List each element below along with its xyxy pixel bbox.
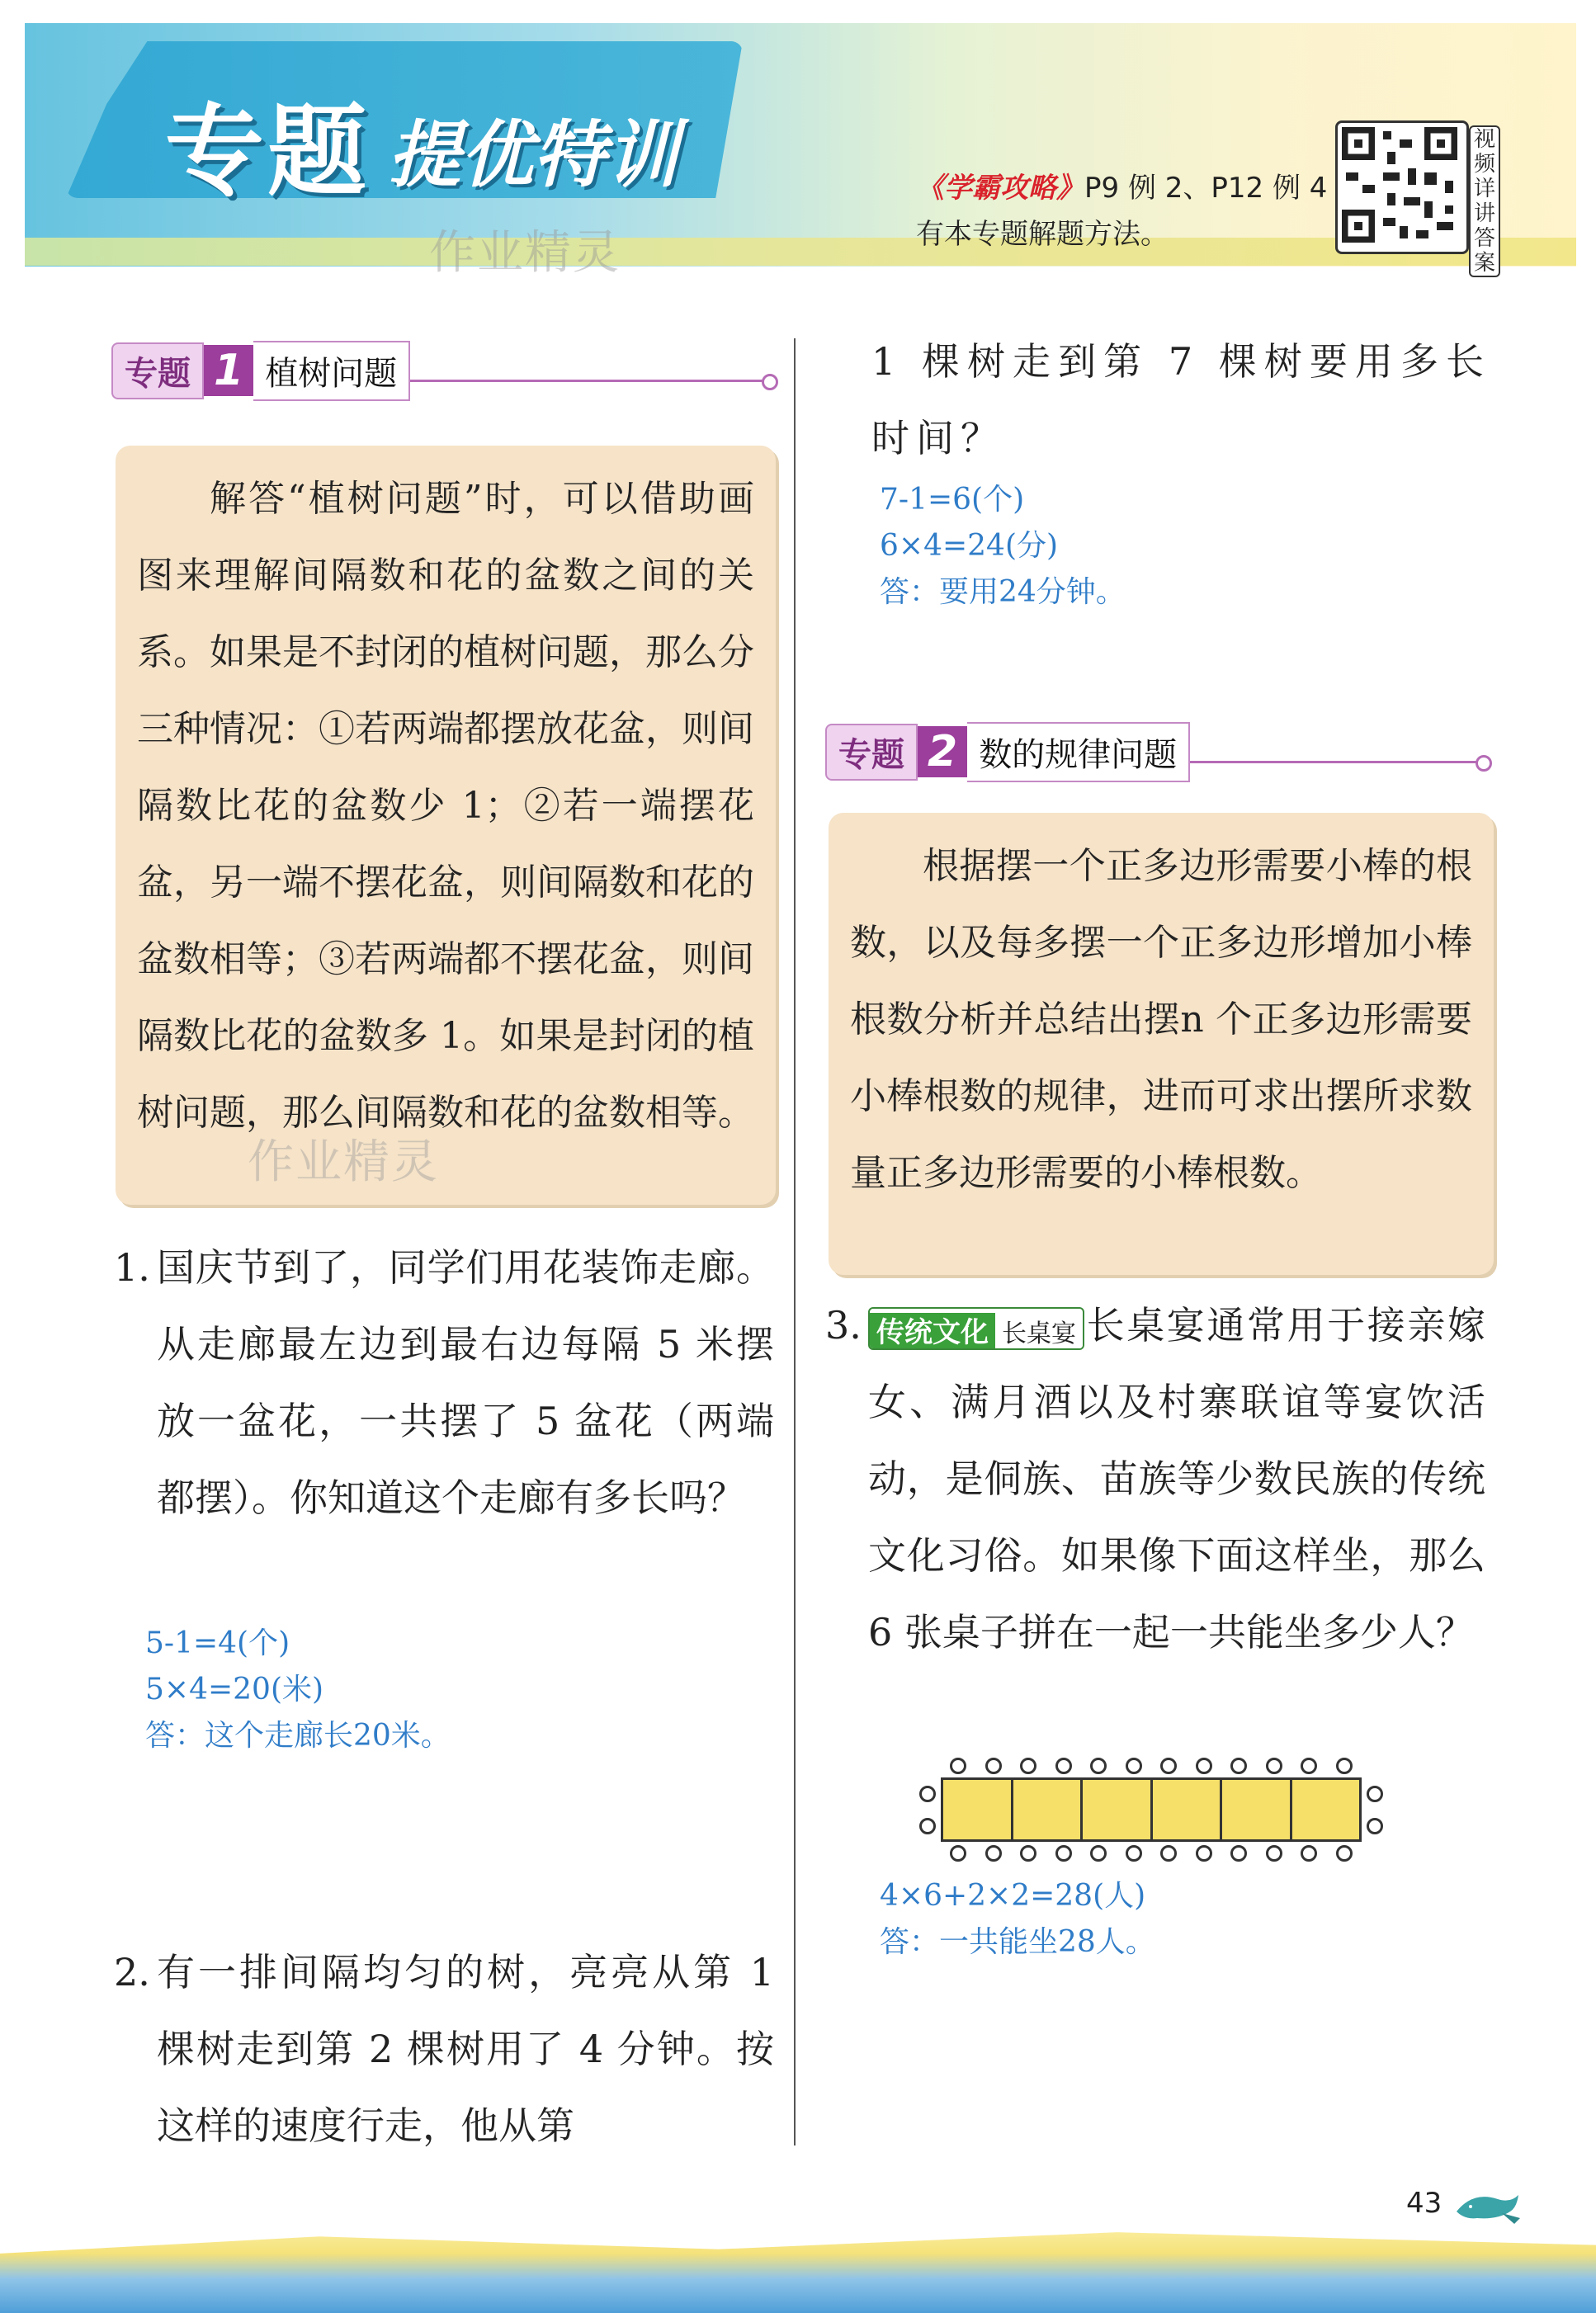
table-segment: [1292, 1780, 1360, 1839]
reference-pages: P9 例 2、P12 例 4: [1084, 172, 1328, 205]
seat-bottom: [1230, 1845, 1247, 1862]
culture-badge-sub: 长桌宴: [995, 1315, 1083, 1350]
seat-top: [1020, 1758, 1036, 1774]
seat-bottom: [1336, 1845, 1353, 1862]
seat-top: [1055, 1758, 1072, 1774]
seat-top: [1301, 1758, 1317, 1774]
problem-2-answer-line: 答：要用24分钟。: [880, 575, 1126, 609]
problem-3-answer-line: 4×6+2×2=28(人): [880, 1879, 1146, 1913]
seat-bottom: [1160, 1845, 1177, 1862]
seat-top: [1160, 1758, 1177, 1774]
footer-wave: [0, 2228, 1596, 2313]
page-subtitle: 提优特训: [388, 112, 679, 197]
section-1-tag: 专题: [111, 342, 204, 399]
section-1-title: 植树问题: [253, 341, 410, 401]
section-2-title: 数的规律问题: [967, 722, 1190, 782]
problem-3-number: 3.: [825, 1303, 862, 1348]
problem-1-answer-line: 答：这个走廊长20米。: [145, 1719, 451, 1753]
seat-top: [1126, 1758, 1142, 1774]
column-divider: [794, 338, 796, 2145]
seat-bottom: [1055, 1845, 1072, 1862]
reference-note: 有本专题解题方法。: [916, 218, 1169, 251]
qr-label: 视频详讲答案: [1469, 125, 1500, 277]
table-segment: [943, 1780, 1013, 1839]
table-segment: [1222, 1780, 1292, 1839]
page-number: 43: [1406, 2187, 1443, 2220]
problem-1-text: 国庆节到了，同学们用花装饰走廊。从走廊最左边到最右边每隔 5 米摆放一盆花，一共摆了 5 盆花（两端都摆）。你知道这个走廊有多长吗？: [157, 1245, 774, 1520]
seat-top: [1230, 1758, 1247, 1774]
problem-2-number: 2.: [114, 1950, 150, 1994]
problem-2-text-continued: 1 棵树走到第 7 棵树要用多长时间？: [871, 339, 1490, 460]
section-2-rule-dot: [1476, 755, 1492, 772]
culture-badge-main: 传统文化: [870, 1313, 995, 1350]
table-segment: [1013, 1780, 1084, 1839]
reference-line: [916, 165, 1327, 205]
section-2-tag: 专题: [825, 724, 918, 781]
problem-3: [825, 1287, 1485, 1671]
problem-2-answer: [880, 477, 1126, 616]
seat-top: [1090, 1758, 1107, 1774]
seat-bottom: [985, 1845, 1002, 1862]
section-2-header: [825, 726, 1485, 777]
table-row-figure: [941, 1777, 1362, 1842]
problem-1-number: 1.: [114, 1245, 150, 1290]
seat-top: [985, 1758, 1002, 1774]
seat-top: [1266, 1758, 1282, 1774]
reference-book: 《学霸攻略》: [916, 172, 1084, 205]
watermark: 作业精灵: [429, 226, 621, 280]
section-1-rule-dot: [762, 374, 778, 390]
problem-2-text: 有一排间隔均匀的树，亮亮从第 1 棵树走到第 2 棵树用了 4 分钟。按这样的速度行走，他从第: [157, 1950, 774, 2148]
dolphin-icon: [1452, 2187, 1527, 2228]
seat-bottom: [1126, 1845, 1142, 1862]
section-2-number: 2: [918, 726, 967, 777]
seat-bottom: [1196, 1845, 1212, 1862]
problem-2: [114, 1934, 774, 2164]
table-segment: [1083, 1780, 1153, 1839]
problem-2-answer-line: 7-1=6(个): [880, 483, 1025, 517]
seat-right: [1367, 1818, 1383, 1834]
problem-3-answer: [880, 1873, 1155, 1966]
page-title: 专题: [165, 95, 370, 210]
problem-1-answer: [145, 1621, 451, 1759]
seat-bottom: [1090, 1845, 1107, 1862]
problem-2-continued: [871, 323, 1490, 477]
section-2-tip-text: 根据摆一个正多边形需要小棒的根数，以及每多摆一个正多边形增加小棒根数分析并总结出摆n 个正多边形需要小棒根数的规律，进而可求出摆所求数量正多边形需要的小棒根数。: [850, 845, 1472, 1194]
seat-bottom: [1020, 1845, 1036, 1862]
seat-bottom: [1301, 1845, 1317, 1862]
seat-bottom: [1266, 1845, 1282, 1862]
seat-left: [919, 1818, 936, 1834]
seat-top: [950, 1758, 966, 1774]
qr-code-icon[interactable]: [1335, 120, 1469, 254]
problem-1-answer-line: 5-1=4(个): [145, 1626, 290, 1660]
problem-1-answer-line: 5×4=20(米): [145, 1673, 324, 1706]
problem-1: [114, 1230, 774, 1536]
problem-2-answer-line: 6×4=24(分): [880, 529, 1059, 563]
culture-badge: [868, 1307, 1084, 1350]
section-2-tip-box: [829, 813, 1494, 1275]
seat-left: [919, 1786, 936, 1802]
section-1-tip-text: 解答“植树问题”时，可以借助画图来理解间隔数和花的盆数之间的关系。如果是不封闭的植树问题，那么分三种情况：①若两端都摆放花盆，则间隔数比花的盆数少 1；②若一端摆花盆，另一端不摆花盆，则间隔数和花的盆数相等；③若两端都不摆花盆，则间隔数比花的盆数多 1。如果是封闭的植树问题，那么间隔数和花的盆数相等。: [137, 478, 754, 1134]
table-segment: [1153, 1780, 1223, 1839]
section-1-number: 1: [204, 345, 253, 396]
section-1-tab: [111, 345, 410, 396]
watermark-overlay: 作业精灵: [248, 1135, 439, 1189]
seat-top: [1196, 1758, 1212, 1774]
seat-bottom: [950, 1845, 966, 1862]
section-2-tab: [825, 726, 1190, 777]
seat-top: [1336, 1758, 1353, 1774]
section-1-tip-box: [116, 446, 776, 1205]
problem-3-answer-line: 答：一共能坐28人。: [880, 1925, 1155, 1959]
section-1-header: [111, 345, 772, 396]
seat-right: [1367, 1786, 1383, 1802]
problem-3-text: 长桌宴通常用于接亲嫁女、满月酒以及村寨联谊等宴饮活动，是侗族、苗族等少数民族的传统文化习俗。如果像下面这样坐，那么 6 张桌子拼在一起一共能坐多少人？: [868, 1303, 1485, 1655]
long-table-figure: [924, 1749, 1403, 1865]
